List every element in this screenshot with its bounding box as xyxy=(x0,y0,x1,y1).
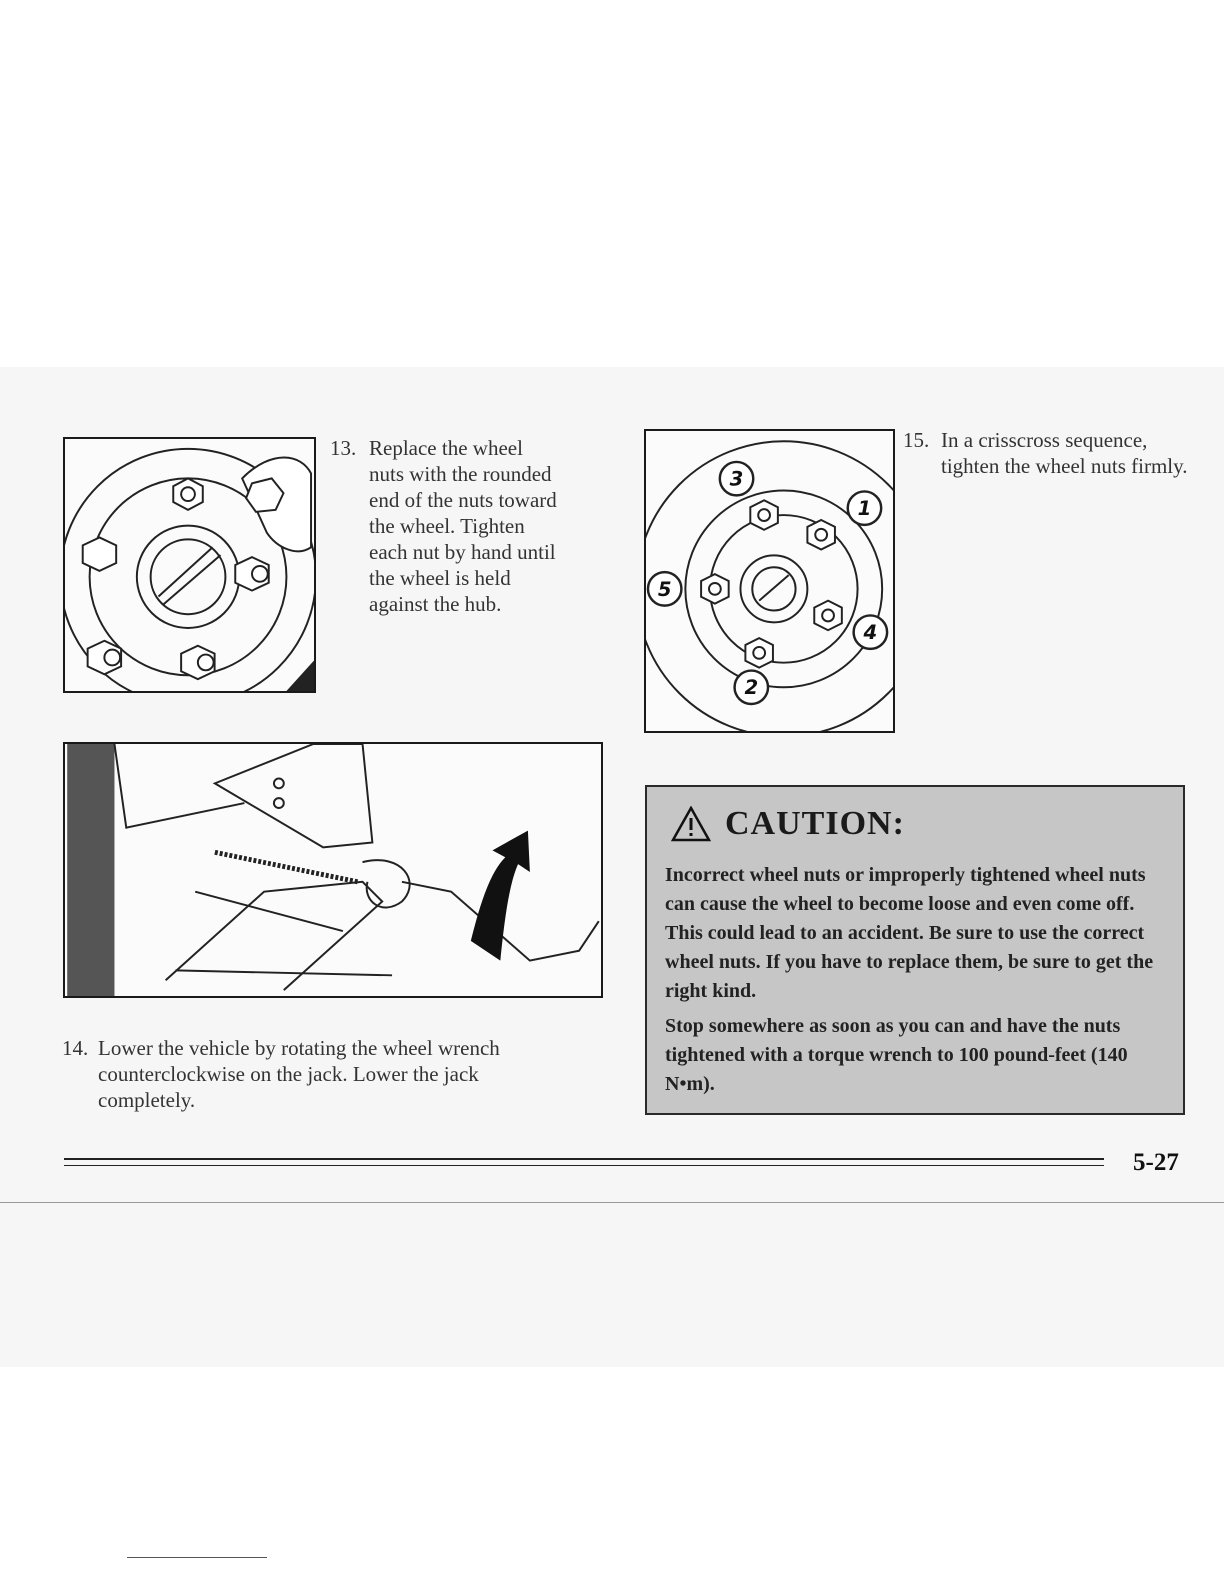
caution-title: CAUTION: xyxy=(725,805,905,842)
step-text: In a crisscross sequence, tighten the wheel nuts firmly. xyxy=(941,428,1188,478)
warning-triangle-icon xyxy=(671,806,711,842)
caution-paragraph-2: Stop somewhere as soon as you can and have the nuts tightened with a torque wrench to 100 pound-feet (140 N•m). xyxy=(665,1015,1128,1095)
jack-drawing xyxy=(65,744,601,996)
step-14 xyxy=(62,1035,562,1113)
step-15 xyxy=(903,427,1193,479)
wheel-nut-illustration xyxy=(63,437,316,693)
crisscross-hub-drawing xyxy=(646,431,893,731)
step-13 xyxy=(330,435,560,617)
step-number: 15. xyxy=(903,428,930,452)
step-text: Replace the wheel nuts with the rounded end of the nuts toward the wheel. Tighten each nut by hand until the wheel is held against the hub. xyxy=(369,436,557,616)
crisscross-label-2: 2 xyxy=(744,676,759,700)
footer-rule-bottom xyxy=(64,1165,1104,1166)
step-text: Lower the vehicle by rotating the wheel wrench counterclockwise on the jack. Lower the jack completely. xyxy=(98,1036,500,1112)
jack-lowering-illustration xyxy=(63,742,603,998)
crisscross-label-1: 1 xyxy=(857,497,872,521)
step-number: 13. xyxy=(330,436,357,460)
caution-box xyxy=(645,785,1185,1115)
crisscross-label-5: 5 xyxy=(657,577,672,601)
page-bottom-edge xyxy=(0,1202,1224,1203)
rotation-arrow-icon xyxy=(471,831,530,961)
step-number: 14. xyxy=(62,1036,89,1060)
footnote-rule xyxy=(127,1557,267,1558)
crisscross-label-4: 4 xyxy=(863,621,878,645)
caution-paragraph-1: Incorrect wheel nuts or improperly tightened wheel nuts can cause the wheel to become loose and even come off. This could lead to an accident. Be sure to use the correct wheel nuts. If you have to replace them, be sure to get the right kind. xyxy=(665,864,1154,1002)
footer-rule-top xyxy=(64,1158,1104,1160)
wheel-hub-drawing xyxy=(65,439,314,691)
caution-header xyxy=(671,805,1163,843)
page-number: 5-27 xyxy=(1133,1149,1179,1176)
crisscross-label-3: 3 xyxy=(729,467,744,491)
crisscross-sequence-illustration xyxy=(644,429,895,733)
